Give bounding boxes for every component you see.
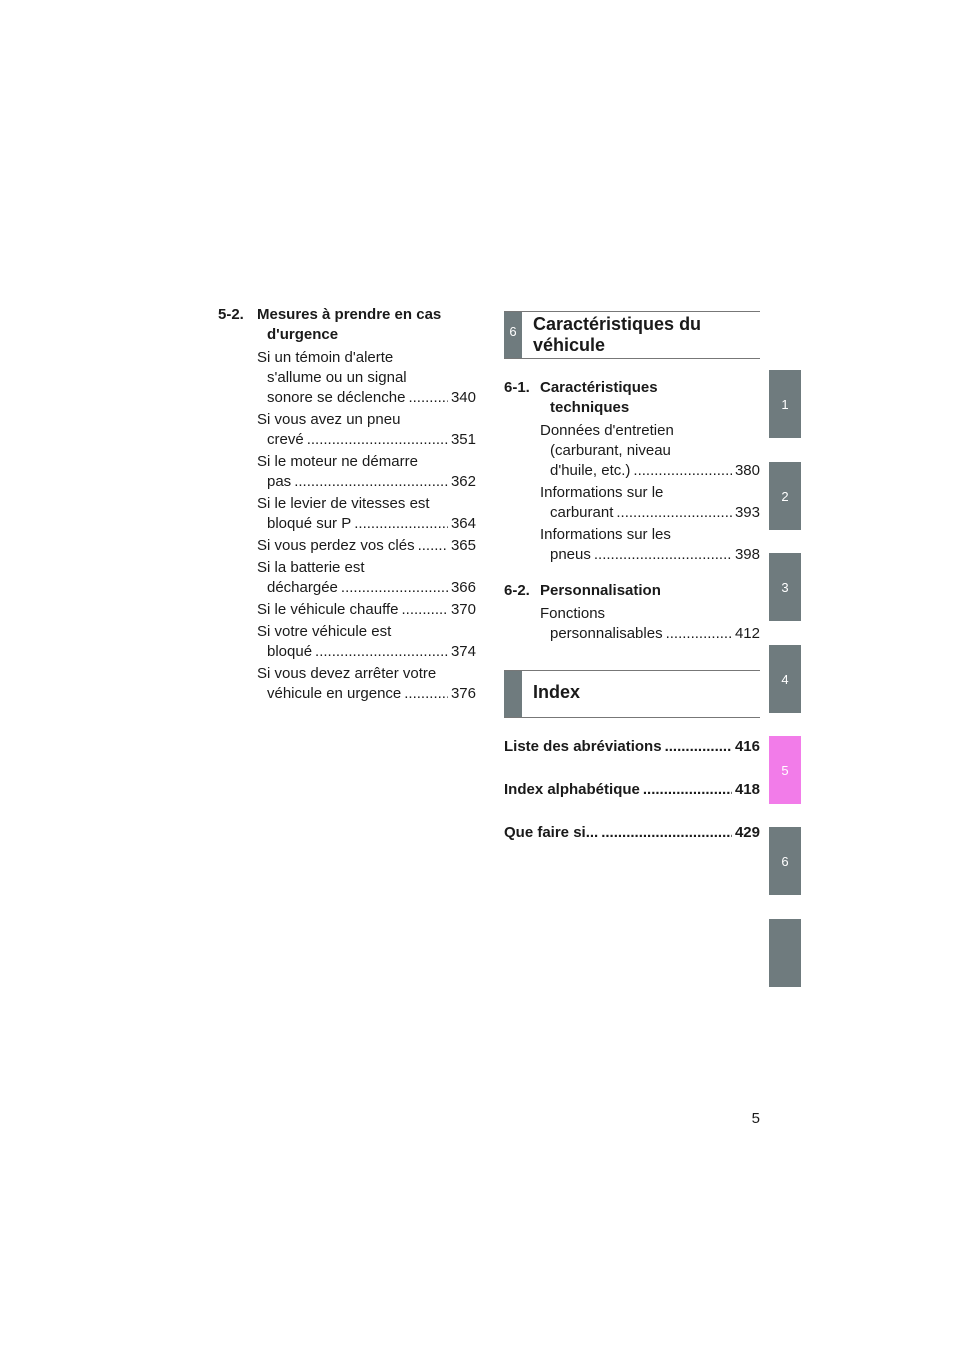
section-heading [504,581,760,601]
toc-entry [257,536,476,556]
chapter-tab-5[interactable]: 5 [769,736,801,804]
entry-row [257,642,476,662]
chapter-6-header [504,311,760,359]
entry-line: Si le levier de vitesses est [257,495,430,512]
entry-title: pas [267,473,292,490]
leader-dots [294,472,448,492]
toc-entry [257,494,476,534]
index-entry [504,823,760,843]
page-ref: 418 [734,781,760,798]
entry-line: Informations sur le [540,484,664,501]
entry-row [257,514,476,534]
page-ref: 412 [734,625,760,642]
page-ref: 364 [450,515,476,532]
page-ref: 370 [450,601,476,618]
index-entry-label: Liste des abréviations [504,738,662,755]
entry-title: bloqué [267,643,313,660]
leader-dots [643,780,732,800]
page-ref: 429 [734,824,760,841]
leader-dots [315,642,448,662]
entry-row [257,578,476,598]
entry-row [257,600,476,620]
section-number: 5-2. [218,306,244,323]
entry-row [257,684,476,704]
entry-title: carburant [550,504,614,521]
toc-entry [257,664,476,704]
entry-title: sonore se déclenche [267,389,406,406]
entry-line: Si votre véhicule est [257,623,392,640]
index-entry [504,737,760,757]
chapter-number: 6 [504,312,522,358]
index-entry-label: Index alphabétique [504,781,640,798]
chapter-tab-6[interactable]: 6 [769,827,801,895]
entry-row [257,472,476,492]
entry-row [257,430,476,450]
chapter-tab-1[interactable]: 1 [769,370,801,438]
entry-row [540,545,760,565]
entry-title: déchargée [267,579,338,596]
entry-row [540,624,760,644]
page-ref: 376 [450,685,476,702]
entry-line: Fonctions [540,605,606,622]
section-title: Mesures à prendre en cas d'urgence [257,306,442,343]
index-title: Index [533,682,581,702]
index-list [504,737,760,866]
page-ref: 340 [450,389,476,406]
entry-list [218,348,476,704]
leader-dots [341,578,448,598]
section-heading [504,378,760,418]
toc-entry [540,483,760,523]
page-ref: 362 [450,473,476,490]
page-ref: 351 [450,431,476,448]
section-title-line: techniques [550,399,630,416]
left-column [218,305,476,706]
entry-line: Si vous devez arrêter votre [257,665,437,682]
entry-title: personnalisables [550,625,663,642]
chapter-tab-3[interactable]: 3 [769,553,801,621]
toc-entry [257,452,476,492]
entry-row [540,461,760,481]
entry-line: s'allume ou un signal [267,369,407,386]
entry-title: crevé [267,431,304,448]
entry-row [257,388,476,408]
leader-dots [601,823,732,843]
page-number: 5 [751,1110,760,1127]
section-title-line: Caractéristiques [540,379,658,396]
page-ref: 393 [734,504,760,521]
toc-entry [540,525,760,565]
entry-row [257,536,476,556]
chapter-tab-index[interactable] [769,919,801,987]
section-heading-5-2 [218,305,476,345]
entry-line: (carburant, niveau [550,442,671,459]
leader-dots [404,684,448,704]
leader-dots [408,388,448,408]
toc-entry [257,558,476,598]
toc-entry [257,348,476,408]
leader-dots [307,430,448,450]
index-header [504,670,760,718]
chapter-title: Caractéristiques du véhicule [533,314,702,355]
toc-entry [540,604,760,644]
leader-dots [418,536,448,556]
index-entry-label: Que faire si... [504,824,599,841]
leader-dots [666,624,732,644]
section-title [540,581,661,601]
section-title [540,378,658,418]
entry-title: d'huile, etc.) [550,462,631,479]
leader-dots [665,737,732,757]
entry-list [504,421,760,565]
toc-entry [257,622,476,662]
entry-line: Données d'entretien [540,422,674,439]
leader-dots [354,514,448,534]
leader-dots [616,503,732,523]
index-entry [504,780,760,800]
entry-line: Si un témoin d'alerte [257,349,394,366]
entry-title: véhicule en urgence [267,685,402,702]
chapter-6-content [504,378,760,660]
page-ref: 416 [734,738,760,755]
entry-title: bloqué sur P [267,515,352,532]
entry-title: pneus [550,546,591,563]
leader-dots [594,545,732,565]
entry-line: Si le moteur ne démarre [257,453,418,470]
entry-line: Si la batterie est [257,559,365,576]
entry-line: Si vous avez un pneu [257,411,401,428]
entry-row [540,503,760,523]
entry-list [504,604,760,644]
page-ref: 366 [450,579,476,596]
toc-section [504,378,760,565]
page-ref: 380 [734,462,760,479]
toc-entry [257,410,476,450]
leader-dots [633,461,732,481]
page-ref: 374 [450,643,476,660]
entry-title: Si le véhicule chauffe [257,601,399,618]
section-number: 6-1. [504,379,530,396]
section-title-line: Personnalisation [540,582,661,599]
entry-title: Si vous perdez vos clés [257,537,415,554]
page-ref: 365 [450,537,476,554]
chapter-tab-4[interactable]: 4 [769,645,801,713]
entry-line: Informations sur les [540,526,671,543]
chapter-tab-2[interactable]: 2 [769,462,801,530]
section-number: 6-2. [504,582,530,599]
page-ref: 398 [734,546,760,563]
toc-entry [540,421,760,481]
toc-section [504,581,760,644]
index-bar [504,671,522,717]
toc-entry [257,600,476,620]
leader-dots [401,600,447,620]
